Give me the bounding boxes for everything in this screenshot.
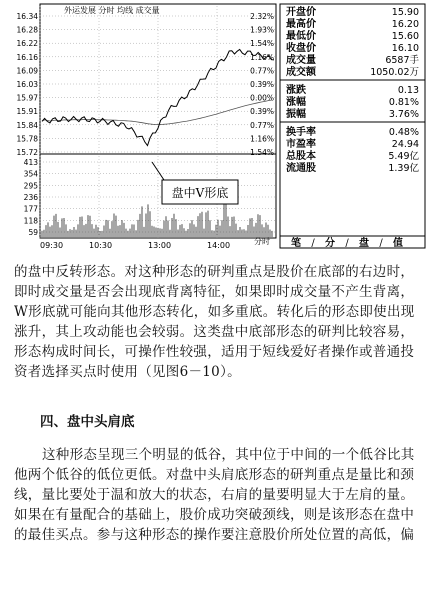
percent-tick-label: 2.32% xyxy=(250,12,274,21)
quote-label: 涨跌 xyxy=(286,85,306,96)
percent-tick-label: 0.39% xyxy=(250,80,274,89)
quote-label: 最低价 xyxy=(286,31,316,42)
quote-tab[interactable]: 值 xyxy=(393,238,403,249)
quote-label: 总股本 xyxy=(286,151,316,162)
quote-value: 0.81% xyxy=(388,97,419,108)
percent-tick-label: 1.16% xyxy=(250,52,274,62)
price-tick-label: 16.09 xyxy=(16,66,38,76)
volume-axis-labels xyxy=(24,158,39,237)
intraday-chart-svg xyxy=(0,0,431,258)
volume-tick-label: 118 xyxy=(23,216,38,226)
section-heading: 四、盘中头肩底 xyxy=(40,414,135,430)
price-tick-label: 15.84 xyxy=(16,120,38,130)
quote-tab[interactable]: 分 xyxy=(325,238,335,249)
annotation-label: 盘中V形底 xyxy=(171,186,229,200)
price-tick-label: 15.72 xyxy=(16,148,38,157)
volume-tick-label: 413 xyxy=(23,158,38,167)
time-tick-label: 10:30 xyxy=(89,241,113,250)
volume-tick-label: 177 xyxy=(23,204,38,214)
quote-value: 16.20 xyxy=(391,19,419,30)
text-line: 形态构成时间长，可操作性较强，适用于短线爱好者操作或普通投 xyxy=(14,344,415,360)
price-tick-label: 16.22 xyxy=(16,39,38,49)
text-line: 他两个低谷的低位更低。对盘中头肩底形态的研判重点是量比和颈 xyxy=(14,467,415,483)
time-axis-labels xyxy=(40,241,230,250)
price-tick-label: 15.97 xyxy=(16,93,38,103)
quote-label: 最高价 xyxy=(286,19,316,30)
price-tick-label: 16.28 xyxy=(16,25,38,35)
quote-label: 流通股 xyxy=(286,163,316,174)
text-line: 资者选择买点时使用（见图6－10）。 xyxy=(14,364,241,380)
price-tick-label: 16.03 xyxy=(16,80,38,89)
quote-label: 换手率 xyxy=(286,127,316,138)
price-tick-label: 15.78 xyxy=(16,134,38,144)
quote-label: 成交量 xyxy=(286,55,316,66)
percent-tick-label: 1.54% xyxy=(250,39,274,49)
quote-value: 1.39亿 xyxy=(388,163,419,174)
volume-tick-label: 236 xyxy=(23,193,38,202)
price-tick-label: 16.16 xyxy=(16,52,38,62)
corner-label: 分时 xyxy=(254,237,270,246)
quote-label: 成交额 xyxy=(286,67,316,78)
time-tick-label: 09:30 xyxy=(40,241,64,250)
text-line: W形底就可能向其他形态转化，如多重底。转化后的形态即使出现 xyxy=(14,304,415,320)
quote-value: 16.10 xyxy=(391,43,419,54)
text-line: 的最佳买点。参与这种形态的操作要注意股价所处位置的高低，偏 xyxy=(14,527,415,543)
percent-axis-labels xyxy=(250,12,274,157)
price-axis-labels xyxy=(17,12,39,157)
quote-value: 3.76% xyxy=(388,109,419,120)
chart-header: 外运发展 分时 均线 成交量 xyxy=(64,6,160,15)
paragraph-2 xyxy=(14,445,420,545)
percent-tick-label: 0.77% xyxy=(250,120,274,130)
text-line: 线，量比要处于温和放大的状态，右肩的量要明显大于左肩的量。 xyxy=(14,487,415,503)
percent-tick-label: 1.54% xyxy=(250,148,274,157)
time-tick-label: 14:00 xyxy=(207,241,231,250)
quote-tab[interactable]: 盘 xyxy=(359,238,369,249)
quote-label: 收盘价 xyxy=(286,43,316,54)
quote-value: 0.48% xyxy=(388,127,419,138)
price-tick-label: 15.91 xyxy=(16,107,38,117)
quote-label: 振幅 xyxy=(286,109,306,120)
quote-value: 6587手 xyxy=(385,55,419,66)
tab-separator: / xyxy=(311,238,315,249)
text-line: 的盘中反转形态。对这种形态的研判重点是股价在底部的右边时， xyxy=(14,264,415,280)
quote-value: 5.49亿 xyxy=(388,151,419,162)
text-line: 即时成交量是否会出现底背离特征，如果即时成交量不产生背离， xyxy=(14,284,415,300)
quote-tab[interactable]: 笔 xyxy=(291,238,301,249)
percent-tick-label: 0.77% xyxy=(250,66,274,76)
quote-value: 1050.02万 xyxy=(370,67,419,78)
time-tick-label: 13:00 xyxy=(148,241,172,250)
text-line: 如果在有量配合的基础上，股价成功突破颈线，则是该形态在盘中 xyxy=(14,507,415,523)
quote-value: 24.94 xyxy=(391,139,419,150)
quote-value: 15.90 xyxy=(391,7,419,18)
volume-tick-label: 295 xyxy=(23,181,38,191)
quote-label: 开盘价 xyxy=(286,7,316,18)
paragraph-1 xyxy=(14,262,420,382)
quote-value: 0.13 xyxy=(397,85,419,96)
quote-label: 涨幅 xyxy=(286,97,306,108)
volume-tick-label: 59 xyxy=(28,228,38,237)
percent-tick-label: 0.00% xyxy=(250,93,274,103)
percent-tick-label: 1.16% xyxy=(250,134,274,144)
text-line: 涨升，其上攻动能也会较弱。这类盘中底部形态的研判比较容易， xyxy=(14,324,415,340)
text-line: 这种形态呈现三个明显的低谷，其中位于中间的一个低谷比其 xyxy=(42,447,415,463)
tab-separator: / xyxy=(345,238,349,249)
volume-tick-label: 354 xyxy=(23,169,38,179)
tab-separator: / xyxy=(379,238,383,249)
percent-tick-label: 0.39% xyxy=(250,107,274,117)
intraday-chart-figure xyxy=(0,0,431,258)
percent-tick-label: 1.93% xyxy=(250,25,274,35)
quote-label: 市盈率 xyxy=(286,139,316,150)
quote-value: 15.60 xyxy=(391,31,419,42)
price-tick-label: 16.34 xyxy=(16,12,38,21)
